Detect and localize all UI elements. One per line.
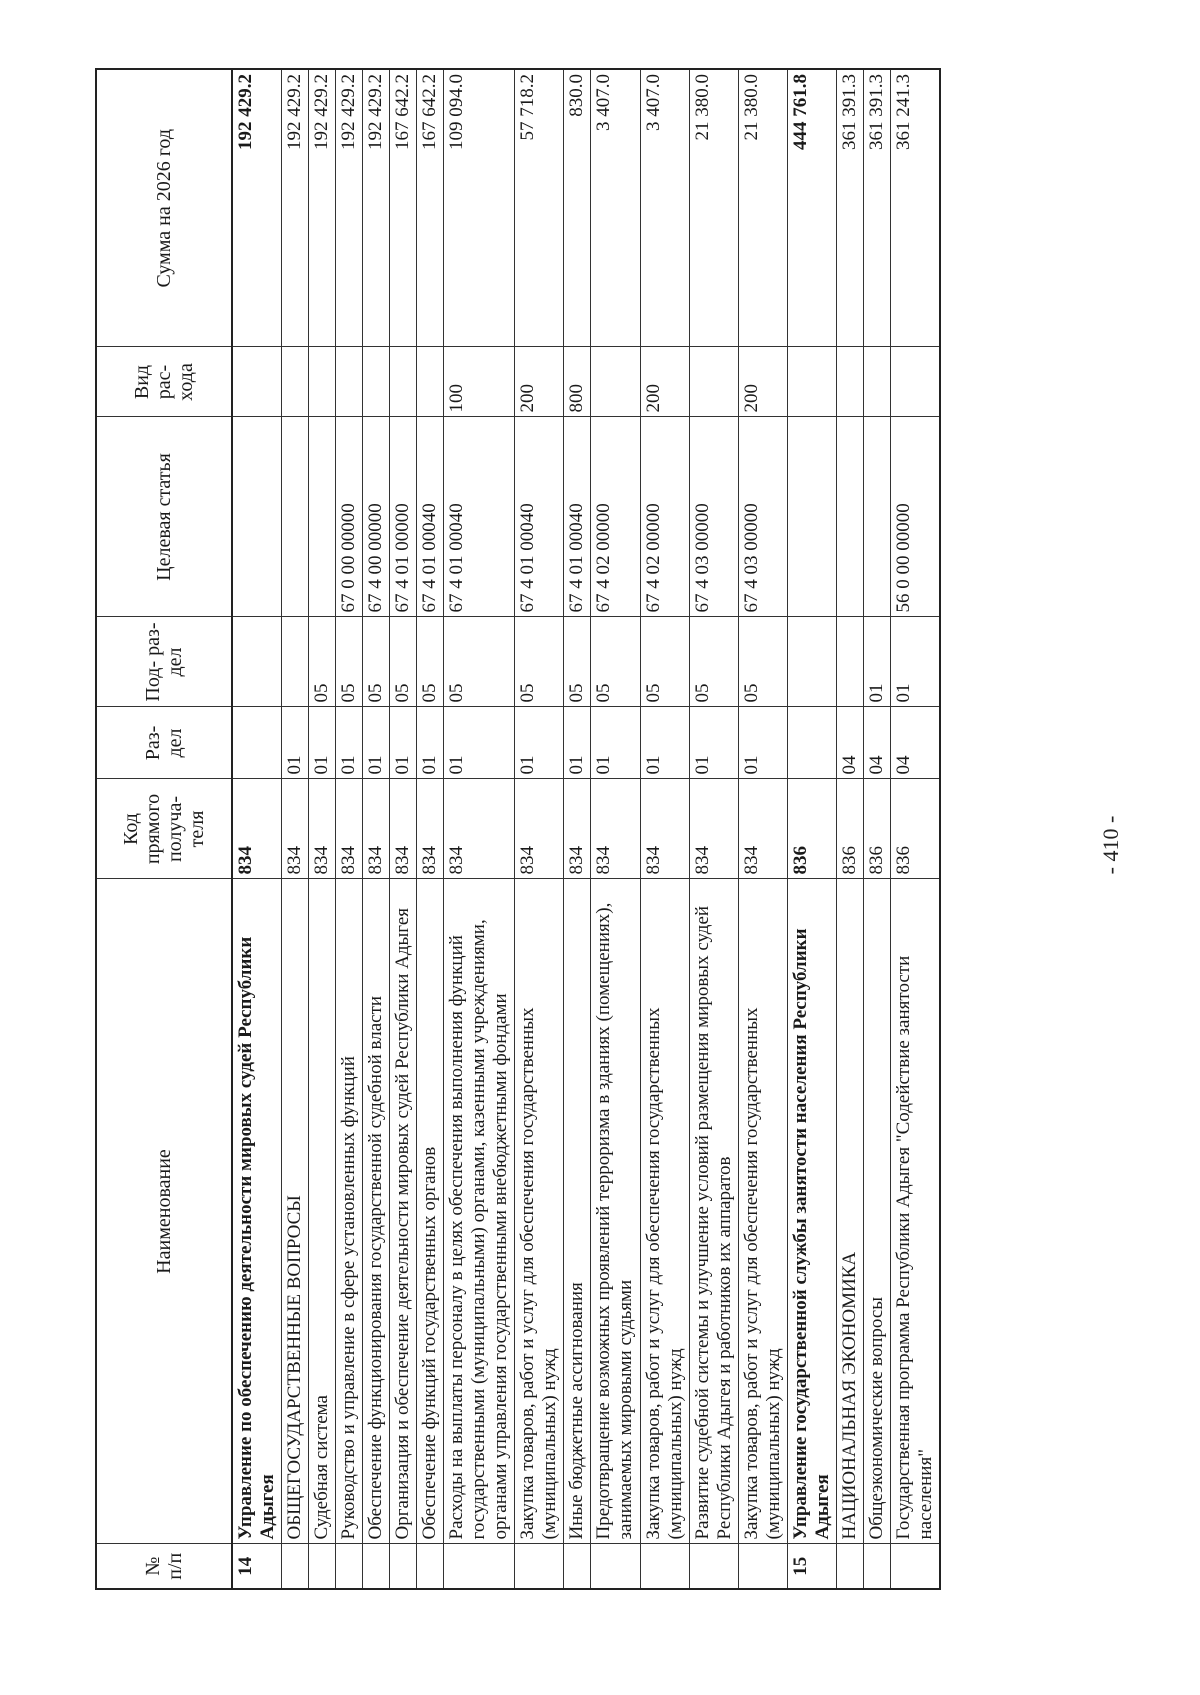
cell-recipient: 834 [640,779,689,879]
cell-expense-type: 200 [640,347,689,417]
cell-name: Управление по обеспечению деятельности мировых судей Республики Адыгея [232,879,282,1544]
cell-recipient: 834 [738,779,787,879]
cell-name: Судебная система [309,879,336,1544]
cell-target: 56 0 00 00000 [890,417,940,617]
cell-name: Расходы на выплаты персоналу в целях обеспечения выполнения функций государственными (муниципальными) органами, казенными учреждениями, органами управления государственными внебюджетными фондами [444,879,515,1544]
cell-amount: 21 380.0 [689,69,738,347]
cell-recipient: 834 [232,779,282,879]
cell-recipient: 834 [564,779,591,879]
col-header-expense-type: Вид рас- хода [96,347,232,417]
cell-target [282,417,309,617]
cell-recipient: 834 [444,779,515,879]
cell-subsection: 05 [444,617,515,707]
cell-expense-type [390,347,417,417]
cell-name: Государственная программа Республики Адыгея "Содействие занятости населения" [890,879,940,1544]
cell-section [787,707,836,779]
cell-amount: 192 429.2 [309,69,336,347]
cell-section: 01 [444,707,515,779]
cell-subsection: 05 [390,617,417,707]
cell-target: 67 4 03 00000 [689,417,738,617]
cell-amount: 361 391.3 [836,69,863,347]
cell-num: 14 [232,1544,282,1589]
cell-recipient: 836 [836,779,863,879]
cell-expense-type: 200 [738,347,787,417]
cell-recipient: 834 [363,779,390,879]
cell-num [640,1544,689,1589]
table-row [309,69,336,1589]
cell-section: 04 [890,707,940,779]
cell-expense-type [282,347,309,417]
cell-expense-type [417,347,444,417]
cell-expense-type [336,347,363,417]
cell-recipient: 834 [282,779,309,879]
cell-name: Развитие судебной системы и улучшение условий размещения мировых судей Республики Адыгея и работников их аппаратов [689,879,738,1544]
cell-expense-type [689,347,738,417]
cell-expense-type: 200 [515,347,564,417]
page-number: - 410 - [1098,815,1123,875]
cell-recipient: 834 [309,779,336,879]
cell-expense-type: 100 [444,347,515,417]
cell-target [836,417,863,617]
cell-section: 01 [515,707,564,779]
cell-num [564,1544,591,1589]
table-row [564,69,591,1589]
cell-section: 01 [640,707,689,779]
cell-subsection: 05 [738,617,787,707]
cell-subsection: 05 [689,617,738,707]
cell-num [890,1544,940,1589]
cell-subsection: 01 [890,617,940,707]
cell-recipient: 834 [591,779,640,879]
table-row [890,69,940,1589]
cell-subsection [282,617,309,707]
cell-target: 67 4 02 00000 [591,417,640,617]
table-row [444,69,515,1589]
cell-target: 67 4 01 00040 [564,417,591,617]
cell-num [336,1544,363,1589]
cell-subsection: 05 [640,617,689,707]
cell-subsection: 05 [417,617,444,707]
cell-section: 04 [836,707,863,779]
cell-expense-type [863,347,890,417]
cell-amount: 109 094.0 [444,69,515,347]
cell-amount: 3 407.0 [591,69,640,347]
cell-target: 67 4 03 00000 [738,417,787,617]
cell-name: ОБЩЕГОСУДАРСТВЕННЫЕ ВОПРОСЫ [282,879,309,1544]
table-header [96,69,232,1589]
cell-target [863,417,890,617]
table-row [282,69,309,1589]
cell-name: Закупка товаров, работ и услуг для обеспечения государственных (муниципальных) нужд [738,879,787,1544]
col-header-recipient: Код прямого получа- теля [96,779,232,879]
cell-expense-type [890,347,940,417]
cell-amount: 361 391.3 [863,69,890,347]
cell-section: 01 [591,707,640,779]
cell-recipient: 834 [390,779,417,879]
table-row [738,69,787,1589]
cell-expense-type [591,347,640,417]
cell-amount: 361 241.3 [890,69,940,347]
cell-target: 67 4 02 00000 [640,417,689,617]
table-row [689,69,738,1589]
cell-name: Руководство и управление в сфере установленных функций [336,879,363,1544]
table-row [417,69,444,1589]
cell-name: Иные бюджетные ассигнования [564,879,591,1544]
cell-subsection: 01 [863,617,890,707]
cell-section: 01 [564,707,591,779]
cell-amount: 830.0 [564,69,591,347]
cell-expense-type [836,347,863,417]
cell-subsection: 05 [564,617,591,707]
col-header-target: Целевая статья [96,417,232,617]
table-row [836,69,863,1589]
col-header-name: Наименование [96,879,232,1544]
cell-num [738,1544,787,1589]
cell-name: Организация и обеспечение деятельности мировых судей Республики Адыгея [390,879,417,1544]
cell-name: Общеэкономические вопросы [863,879,890,1544]
cell-section [232,707,282,779]
cell-name: Предотвращение возможных проявлений терроризма в зданиях (помещениях), занимаемых мировыми судьями [591,879,640,1544]
table-row [363,69,390,1589]
cell-recipient: 836 [890,779,940,879]
cell-recipient: 836 [863,779,890,879]
cell-subsection: 05 [591,617,640,707]
cell-section: 04 [863,707,890,779]
cell-expense-type [309,347,336,417]
cell-num [363,1544,390,1589]
cell-subsection: 05 [336,617,363,707]
cell-expense-type [787,347,836,417]
table-row [591,69,640,1589]
cell-num [390,1544,417,1589]
cell-recipient: 836 [787,779,836,879]
cell-recipient: 834 [417,779,444,879]
cell-num [836,1544,863,1589]
cell-target [787,417,836,617]
cell-section: 01 [390,707,417,779]
cell-amount: 57 718.2 [515,69,564,347]
cell-section: 01 [363,707,390,779]
cell-name: Управление государственной службы занятости населения Республики Адыгея [787,879,836,1544]
cell-amount: 444 761.8 [787,69,836,347]
cell-section: 01 [309,707,336,779]
cell-num [417,1544,444,1589]
table-row [515,69,564,1589]
cell-subsection: 05 [363,617,390,707]
cell-amount: 192 429.2 [336,69,363,347]
cell-target: 67 4 00 00000 [363,417,390,617]
cell-subsection: 05 [515,617,564,707]
cell-num [309,1544,336,1589]
cell-target [232,417,282,617]
cell-subsection [232,617,282,707]
cell-name: Закупка товаров, работ и услуг для обеспечения государственных (муниципальных) нужд [640,879,689,1544]
cell-num [444,1544,515,1589]
cell-expense-type: 800 [564,347,591,417]
cell-amount: 167 642.2 [390,69,417,347]
cell-amount: 192 429.2 [363,69,390,347]
cell-section: 01 [417,707,444,779]
cell-expense-type [363,347,390,417]
cell-subsection [787,617,836,707]
cell-num [515,1544,564,1589]
cell-subsection: 05 [309,617,336,707]
cell-num [689,1544,738,1589]
table-row [787,69,836,1589]
cell-recipient: 834 [515,779,564,879]
table-row [336,69,363,1589]
cell-amount: 3 407.0 [640,69,689,347]
cell-target: 67 0 00 00000 [336,417,363,617]
cell-expense-type [232,347,282,417]
cell-section: 01 [282,707,309,779]
cell-name: НАЦИОНАЛЬНАЯ ЭКОНОМИКА [836,879,863,1544]
cell-target: 67 4 01 00040 [417,417,444,617]
cell-section: 01 [738,707,787,779]
cell-recipient: 834 [689,779,738,879]
col-header-subsection: Под- раз- дел [96,617,232,707]
cell-num [282,1544,309,1589]
col-header-num: № п/п [96,1544,232,1589]
cell-section: 01 [689,707,738,779]
cell-target [309,417,336,617]
table-row [640,69,689,1589]
cell-amount: 167 642.2 [417,69,444,347]
cell-name: Обеспечение функций государственных органов [417,879,444,1544]
cell-amount: 192 429.2 [232,69,282,347]
col-header-amount: Сумма на 2026 год [96,69,232,347]
cell-target: 67 4 01 00040 [444,417,515,617]
table-body [232,69,940,1589]
col-header-section: Раз- дел [96,707,232,779]
table-row [232,69,282,1589]
cell-section: 01 [336,707,363,779]
table-row [863,69,890,1589]
cell-amount: 21 380.0 [738,69,787,347]
cell-name: Закупка товаров, работ и услуг для обеспечения государственных (муниципальных) нужд [515,879,564,1544]
cell-num [591,1544,640,1589]
cell-num [863,1544,890,1589]
cell-target: 67 4 01 00040 [515,417,564,617]
table-row [390,69,417,1589]
cell-num: 15 [787,1544,836,1589]
cell-recipient: 834 [336,779,363,879]
cell-target: 67 4 01 00000 [390,417,417,617]
cell-name: Обеспечение функционирования государственной судебной власти [363,879,390,1544]
cell-amount: 192 429.2 [282,69,309,347]
cell-subsection [836,617,863,707]
budget-table [95,68,941,1590]
